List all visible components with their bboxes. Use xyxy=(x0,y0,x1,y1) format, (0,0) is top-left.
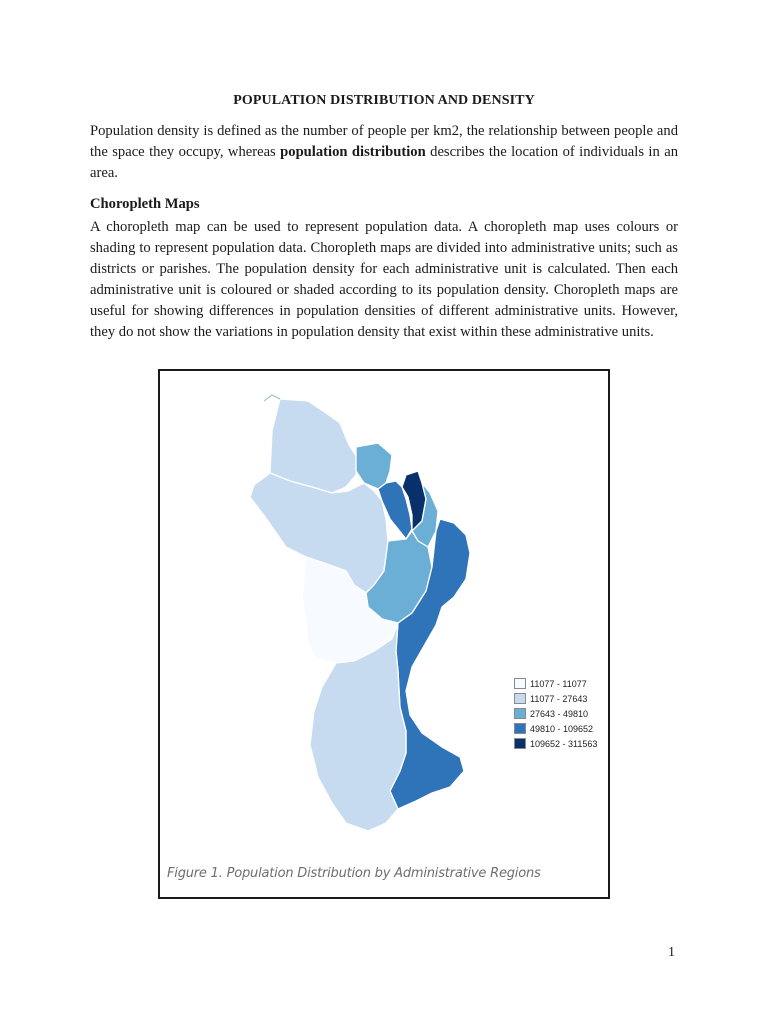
choropleth-map xyxy=(160,371,608,897)
section-paragraph: A choropleth map can be used to represent population data. A choropleth map uses colours or shading to represent population data. Choropleth maps are divided into administrative units; such as districts or parishes. The population density for each administrative unit is calculated. Then each administrative unit is coloured or shaded according to its population density. Choropleth maps are useful for showing differences in population densities of different administrative units. However, they do not show the variations in population density that exist within these administrative units. xyxy=(90,219,678,340)
legend-item xyxy=(514,736,597,751)
legend-label: 27643 - 49810 xyxy=(530,708,589,719)
legend-item xyxy=(514,676,597,691)
map-legend xyxy=(514,676,597,751)
figure-caption: Figure 1. Population Distribution by Administrative Regions xyxy=(167,866,541,881)
map-outline-accent xyxy=(264,395,280,401)
legend-label: 109652 - 311563 xyxy=(530,738,598,749)
intro-text-part1: Population density is defined as the number of people per km2, the relationship between people and the space they occupy, whereas xyxy=(90,123,678,160)
legend-swatch xyxy=(514,738,526,749)
page-number: 1 xyxy=(668,945,675,960)
section-heading: Choropleth Maps xyxy=(90,196,200,212)
legend-label: 11077 - 27643 xyxy=(530,693,588,704)
legend-swatch xyxy=(514,708,526,719)
region-pomeroon xyxy=(356,443,392,489)
figure-frame xyxy=(158,369,610,899)
intro-text-part2: describes the location of individuals in an area. xyxy=(90,144,678,181)
legend-label: 49810 - 109652 xyxy=(530,723,594,734)
legend-swatch xyxy=(514,723,526,734)
intro-bold-term: population distribution xyxy=(280,144,426,160)
legend-item xyxy=(514,721,597,736)
legend-item xyxy=(514,691,597,706)
legend-swatch xyxy=(514,678,526,689)
document-title: POPULATION DISTRIBUTION AND DENSITY xyxy=(233,93,535,108)
legend-label: 11077 - 11077 xyxy=(530,678,587,689)
legend-swatch xyxy=(514,693,526,704)
legend-item xyxy=(514,706,597,721)
intro-paragraph xyxy=(90,121,678,184)
